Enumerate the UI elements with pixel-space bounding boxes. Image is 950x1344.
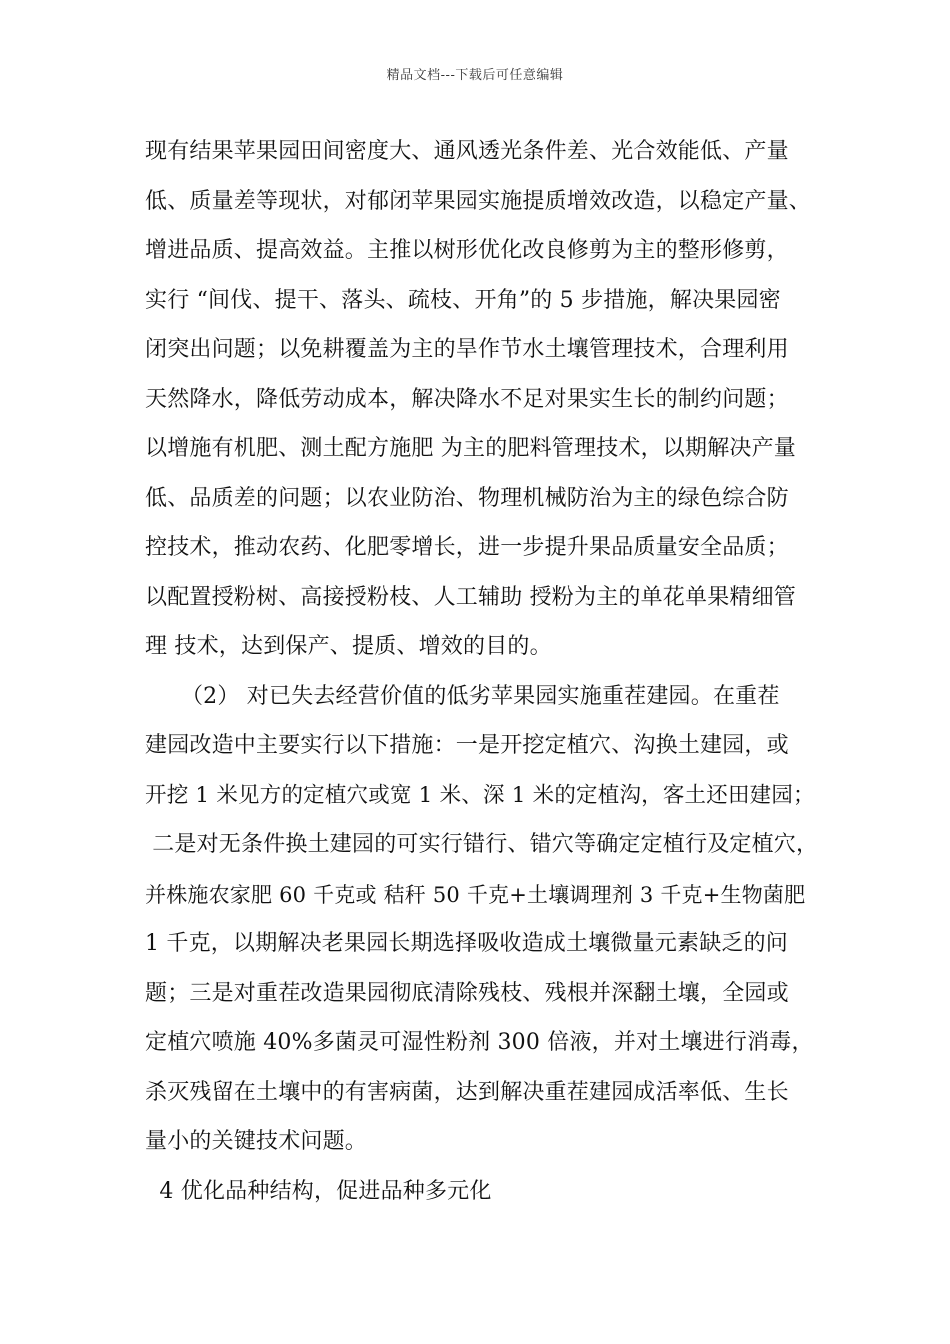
document-body (145, 130, 819, 1219)
text-line: 增进品质、提高效益。主推以树形优化改良修剪为主的整形修剪， (145, 238, 789, 263)
text-line: 天然降水，降低劳动成本，解决降水不足对果实生长的制约问题； (145, 386, 789, 412)
text-line: 二是对无条件换土建园的可实行错行、错穴等确定定植行及定植穴， (145, 832, 819, 857)
text-line: 建园改造中主要实行以下措施：一是开挖定植穴、沟换土建园，或 (145, 733, 789, 758)
text-line: 控技术，推动农药、化肥零增长，进一步提升果品质量安全品质； (145, 535, 789, 560)
text-line: 闭突出问题；以免耕覆盖为主的旱作节水土壤管理技术，合理利用 (145, 337, 789, 362)
text-line: 以配置授粉树、高接授粉枝、人工辅助 授粉为主的单花单果精细管 (145, 584, 796, 610)
text-line: 以增施有机肥、测土配方施肥 为主的肥料管理技术，以期解决产量 (145, 436, 796, 461)
text-line: 量小的关键技术问题。 (145, 1129, 368, 1154)
page-header: 精品文档---下载后可任意编辑 (386, 68, 564, 83)
text-line: 题；三是对重茬改造果园彻底清除残枝、残根并深翻土壤，全园或 (145, 980, 789, 1006)
text-line: 定植穴喷施 40%多菌灵可湿性粉剂 300 倍液，并对土壤进行消毒， (145, 1030, 814, 1055)
text-line: 实行 “间伐、提干、落头、疏枝、开角”的 5 步措施，解决果园密 (145, 287, 781, 313)
text-line: 开挖 1 米见方的定植穴或宽 1 米、深 1 米的定植沟，客土还田建园； (145, 782, 815, 808)
text-line: 低、品质差的问题；以农业防治、物理机械防治为主的绿色综合防 (145, 485, 789, 511)
section-heading: 4 优化品种结构，促进品种多元化 (145, 1178, 492, 1204)
text-line: 1 千克，以期解决老果园长期选择吸收造成土壤微量元素缺乏的问 (145, 931, 788, 956)
text-line: （2） 对已失去经营价值的低劣苹果园实施重茬建园。在重茬 (145, 683, 780, 709)
text-line: 并株施农家肥 60 千克或 秸秆 50 千克+土壤调理剂 3 千克+生物菌肥 (145, 882, 806, 907)
text-line: 现有结果苹果园田间密度大、通风透光条件差、光合效能低、产量 (145, 139, 789, 164)
text-line: 低、质量差等现状，对郁闭苹果园实施提质增效改造，以稳定产量、 (145, 188, 812, 214)
text-line: 理 技术，达到保产、提质、增效的目的。 (145, 634, 552, 659)
text-line: 杀灭残留在土壤中的有害病菌，达到解决重茬建园成活率低、生长 (145, 1079, 789, 1105)
